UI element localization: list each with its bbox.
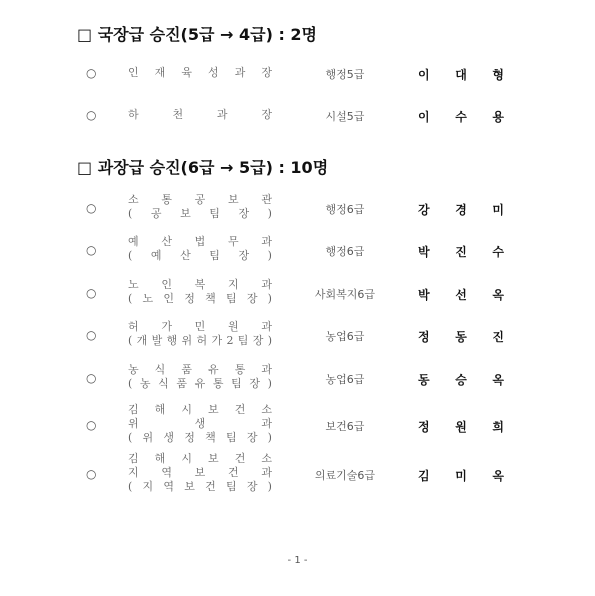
department-line: 위 생 과 [128, 417, 272, 430]
person-name: 박 진 수 [418, 245, 504, 259]
grade-label: 농업6급 [325, 373, 365, 386]
department-name [128, 66, 272, 80]
department-line: 김 해 시 보 건 소 [128, 403, 272, 416]
department-line: 김 해 시 보 건 소 [128, 452, 272, 465]
department-name [128, 108, 272, 122]
department-line: 노 인 복 지 과 [128, 278, 272, 291]
bullet-mark: ○ [86, 66, 97, 80]
grade-label: 시설5급 [325, 110, 365, 123]
page-number: - 1 - [287, 555, 308, 566]
bullet-mark: ○ [86, 243, 97, 257]
department-line: ( 노 인 정 책 팀 장 ) [128, 292, 272, 305]
department-name [128, 363, 272, 391]
department-name [128, 320, 272, 348]
grade-label: 행정5급 [325, 68, 365, 81]
department-line: 예 산 법 무 과 [128, 235, 272, 248]
department-name [128, 452, 272, 494]
department-line: ( 위 생 정 책 팀 장 ) [128, 431, 272, 444]
department-line: 인 재 육 성 과 장 [128, 66, 272, 79]
bullet-mark: ○ [86, 328, 97, 342]
bullet-mark: ○ [86, 467, 97, 481]
department-name [128, 235, 272, 263]
department-name [128, 403, 272, 445]
department-line: ( 공 보 팀 장 ) [128, 207, 272, 220]
person-name: 이 수 용 [418, 110, 504, 124]
person-name: 이 대 형 [418, 68, 504, 82]
department-line: 농 식 품 유 통 과 [128, 363, 272, 376]
grade-label: 보건6급 [325, 420, 365, 433]
section-title-bureau-promotion: □ 국장급 승진(5급 → 4급) : 2명 [77, 25, 318, 44]
department-line: 지 역 보 건 과 [128, 466, 272, 479]
bullet-mark: ○ [86, 201, 97, 215]
person-name: 동 승 옥 [418, 373, 504, 387]
person-name: 김 미 옥 [418, 469, 504, 483]
department-line: ( 예 산 팀 장 ) [128, 249, 272, 262]
grade-label: 사회복지6급 [314, 288, 376, 301]
department-name [128, 193, 272, 221]
department-name [128, 278, 272, 306]
bullet-mark: ○ [86, 371, 97, 385]
person-name: 정 동 진 [418, 330, 504, 344]
grade-label: 행정6급 [325, 203, 365, 216]
grade-label: 농업6급 [325, 330, 365, 343]
department-line: 허 가 민 원 과 [128, 320, 272, 333]
bullet-mark: ○ [86, 286, 97, 300]
department-line: ( 농 식 품 유 통 팀 장 ) [128, 377, 272, 390]
grade-label: 의료기술6급 [314, 469, 376, 482]
department-line: 소 통 공 보 관 [128, 193, 272, 206]
section-title-division-promotion: □ 과장급 승진(6급 → 5급) : 10명 [77, 158, 329, 177]
bullet-mark: ○ [86, 418, 97, 432]
department-line: 하 천 과 장 [128, 108, 272, 121]
person-name: 강 경 미 [418, 203, 504, 217]
department-line: ( 지 역 보 건 팀 장 ) [128, 480, 272, 493]
person-name: 박 선 옥 [418, 288, 504, 302]
person-name: 정 원 희 [418, 420, 504, 434]
bullet-mark: ○ [86, 108, 97, 122]
grade-label: 행정6급 [325, 245, 365, 258]
department-line: ( 개 발 행 위 허 가 2 팀 장 ) [128, 334, 272, 347]
